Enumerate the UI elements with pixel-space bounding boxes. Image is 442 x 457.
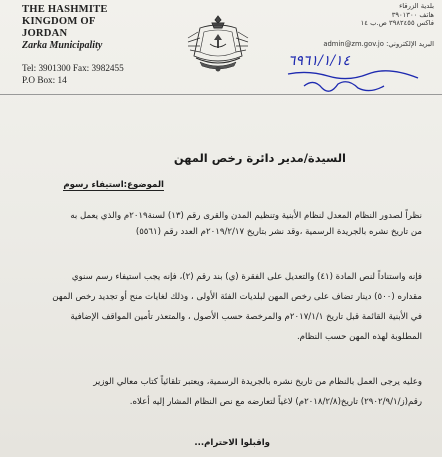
letterhead-arabic (284, 2, 434, 48)
paragraph3-line2: رقم(ز/٢٩٠٢/٩/١) تاريخ(٢٠١٨/٢/٨م) لاغياً لتعارضه مع نص النظام المشار إليه أعلاه. (129, 397, 422, 407)
jordan-coat-of-arms-icon (178, 14, 258, 74)
letterhead-ar-email: البريد الإلكتروني: admin@zm.gov.jo (323, 39, 434, 48)
reference-number: ٦٩٦١/١/١٤ (288, 53, 351, 69)
handwritten-date-scribble-icon (284, 66, 434, 96)
letterhead-en-line2: KINGDOM OF (22, 16, 96, 27)
letter-subject-text: الموضوع:استيفاء رسوم (63, 180, 164, 190)
letterhead-en-line3: JORDAN (22, 28, 68, 39)
paragraph3-line1: وعليه يرجى العمل بالنظام من تاريخ نشره بالجريدة الرسمية، ويعتبر تلقائياً كتاب معالي الوزير (93, 377, 422, 387)
letter-subject (14, 180, 164, 190)
paragraph2-line4: المطلوبة لهذه المهن حسب النظام. (296, 332, 422, 342)
letterhead-ar-line3: فاكس ٣٩٨٢٤٥٥ ص.ب ١٤ (360, 19, 434, 27)
letterhead-ar-line2: هاتف ٣٩٠١٣٠٠ (391, 10, 434, 19)
paragraph1-line1: نظراً لصدور النظام المعدل لنظام الأبنية وتنظيم المدن والقرى رقم (١٣) لسنة٢٠١٩م والذي يعمل به (70, 211, 422, 221)
paragraph2-line1: فإنه واستناداً لنص المادة (٤١) والتعديل على الفقرة (ي) بند رقم (٢)، فإنه يجب استيفاء رسم سنوي (71, 272, 422, 282)
letterhead-ar-line1: بلدية الزرقاء (399, 2, 434, 10)
letterhead-divider (0, 94, 442, 95)
paragraph2-line3: في الأبنية القائمة قبل تاريخ ٢٠١٧/١/١م والمرخصة حسب الأصول ، والمتعذر تأمين المواقف الإضافية (70, 312, 422, 322)
letterhead-en-line1: THE HASHMITE (22, 4, 108, 15)
letterhead-en-po-box: P.O Box: 14 (22, 75, 67, 85)
letterhead-en-tel-fax: Tel: 3901300 Fax: 3982455 (22, 63, 124, 73)
paragraph1-line2: من تاريخ نشره بالجريدة الرسمية ،وقد نشر بتاريخ ٢٠١٩/٢/١٧م العدد رقم (٥٥٦١) (135, 227, 422, 237)
letterhead-en-municipality: Zarka Municipality (22, 40, 103, 51)
letter-closing: واقبلوا الاحترام... (194, 438, 270, 448)
paragraph2-line2: مقداره (٥٠٠) دينار تضاف على رخص المهن لبلديات الفئة الأولى ، وذلك لغايات منح أو تجديد رخص المهن (52, 292, 422, 302)
letter-addressee: السيدة/مدير دائرة رخص المهن (173, 151, 346, 165)
letterhead-english (22, 4, 172, 86)
